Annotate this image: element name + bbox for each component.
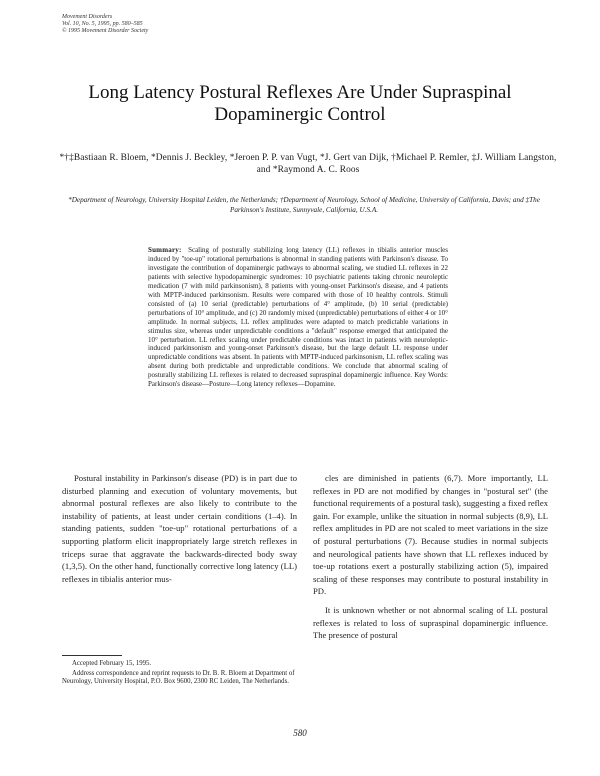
journal-name: Movement Disorders [62, 14, 113, 20]
abstract [148, 246, 448, 389]
journal-volume: Vol. 10, No. 5, 1995, pp. 580–585 [62, 21, 143, 27]
keywords-text: Parkinson's disease—Posture—Long latency reflexes—Dopamine. [148, 380, 336, 389]
article-title: Long Latency Postural Reflexes Are Under Supraspinal Dopaminergic Control [88, 82, 512, 125]
footnote-rule [62, 655, 122, 656]
abstract-text: Scaling of posturally stabilizing long latency (LL) reflexes in tibialis anterior muscles induced by "toe-up" rotational perturbations is abnormal in standing patients with Parkinson's disease. To investigate the contribution of dopaminergic pathways to abnormal scaling, we studied LL reflexes in 22 patients with selective hypodopaminergic syndromes: 10 psychiatric patients taking chronic neuroleptic medication (7 with mild parkinsonism), 8 patients with young-onset Parkinson's disease, and 4 patients with MPTP-induced parkinsonism. Results were compared with those of 10 healthy controls. Stimuli consisted of (a) 10 serial (predictable) perturbations of 4° amplitude, (b) 10 serial (predictable) perturbations of 10° amplitude, and (c) 20 randomly mixed (unpredictable) perturbations of either 4 or 10° amplitude. In normal subjects, LL reflex amplitudes were adapted to match predictable variations in stimulus size, whereas under unpredictable conditions a "default" response emerged that anticipated the 10° perturbation. LL reflex scaling under predictable conditions was intact in patients with neuroleptic-induced parkinsonism and young-onset Parkinson's disease, but the large default LL response under unpredictable conditions was absent. In patients with MPTP-induced parkinsonism, LL reflex scaling was absent during both predictable and unpredictable conditions. We conclude that abnormal scaling of posturally stabilizing LL reflexes is related to decreased supraspinal dopaminergic influence. [148, 246, 449, 380]
body-paragraph: It is unknown whether or not abnormal scaling of LL postural reflexes is related to loss of supraspinal dopaminergic influence. The presence of postural [313, 604, 548, 641]
journal-copyright: © 1995 Movement Disorder Society [62, 28, 149, 34]
body-paragraph: Postural instability in Parkinson's disease (PD) is in part due to disturbed planning and execution of voluntary movements, but abnormal postural reflexes are also likely to contribute to the instability of patients, at least under certain conditions (1–4). In standing patients, sudden "toe-up" rotational perturbations of a supporting platform elicit inappropriately large stretch reflexes in triceps surae that aggravate the backwards-directed body sway (1,3,5). On the other hand, functionally corrective long latency (LL) reflexes in tibialis anterior mus- [62, 473, 297, 584]
body-column-right [313, 472, 548, 642]
footnote-address: Address correspondence and reprint requests to Dr. B. R. Bloem at Department of Neurology, University Hospital, P.O. Box 9600, 2300 RC Leiden, The Netherlands. [62, 669, 295, 686]
keywords-label: Key Words: [414, 371, 448, 380]
footnotes [62, 660, 302, 687]
affiliations: *Department of Neurology, University Hospital Leiden, the Netherlands; †Department of Neurology, School of Medicine, University of California, Davis; and ‡The Parkinson's Institute, Sunnyvale, California, U.S.A. [68, 196, 540, 214]
journal-header [62, 14, 148, 35]
author-list: *†‡Bastiaan R. Bloem, *Dennis J. Beckley, *Jeroen P. P. van Vugt, *J. Gert van Dijk, †Michael P. Remler, ‡J. William Langston, and *Raymond A. C. Roos [59, 153, 557, 175]
page-number: 580 [293, 728, 307, 738]
body-column-left [62, 472, 297, 585]
body-paragraph: cles are diminished in patients (6,7). More importantly, LL reflexes in PD are not modified by changes in "postural set" (the functional requirements of a postural task), suggesting a fixed reflex gain. For example, unlike the situation in normal subjects (8,9), LL reflex amplitudes in PD are not scaled to meet variations in the size of postural perturbations (7). Because studies in normal subjects and neurological patients have shown that LL reflexes induced by toe-up rotations exert a posturally stabilizing action (5), impaired scaling of these responses may contribute to postural instability in PD. [313, 473, 548, 597]
abstract-label: Summary: [148, 246, 182, 254]
footnote-accepted: Accepted February 15, 1995. [72, 660, 152, 667]
